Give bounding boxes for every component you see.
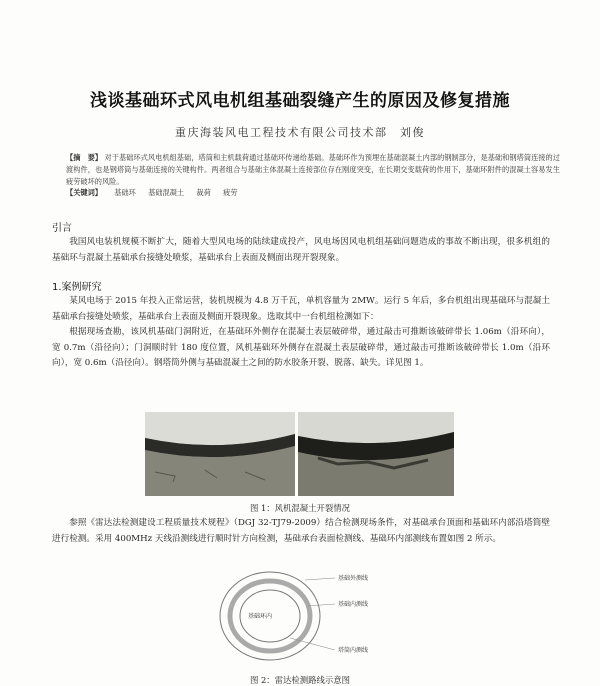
author-line: 重庆海装风电工程技术有限公司技术部 刘俊 [175, 126, 425, 139]
keywords [66, 188, 237, 198]
keyword: 基础环 [114, 188, 136, 197]
keywords-label: 【关键词】 [66, 188, 102, 197]
label-tower-inner: 塔筒内测线 [338, 647, 369, 654]
crack-photo-left [145, 412, 295, 496]
keyword: 裁荷 [196, 188, 211, 197]
case-paragraph-1: 某风电场于 2015 年投入正常运营，装机规模为 4.8 万千瓦，单机容量为 2MW。运行 5 年后，多台机组出现基础环与混凝土基础承台接缝处喷浆，基础承台上表面及侧面开裂现象。选取其中一台机组检测如下： [52, 296, 550, 322]
label-inner-line: 基础内测线 [338, 601, 369, 608]
figure-1-caption: 图 1：风机混凝土开裂情况 [249, 503, 351, 513]
paper-title: 浅谈基础环式风电机组基础裂缝产生的原因及修复措施 [90, 91, 510, 111]
keyword: 基础混凝土 [148, 188, 185, 197]
keyword: 疲劳 [223, 188, 238, 197]
case-heading: 1.案例研究 [52, 282, 102, 293]
label-outer-line: 基础外测线 [338, 575, 369, 582]
radar-survey-diagram [210, 566, 470, 676]
case-paragraph-3: 参照《雷达法检测建设工程质量技术规程》（DGJ 32-TJ79-2009）结合检测现场条件，对基础承台顶面和基础环内部沿塔筒壁进行检测。采用 400MHz 天线沿测线进行顺时针方向检测，基础承台表面检测线、基础环内部测线布置如图 2 所示。 [52, 518, 550, 544]
abstract [66, 152, 560, 188]
intro-paragraph: 我国风电装机规模不断扩大，随着大型风电场的陆续建成投产，风电场因风电机组基础问题造成的事故不断出现，很多机组的基础环与混凝土基础承台接缝处喷浆，基础承台上表面及侧面出现开裂现象。 [52, 237, 550, 263]
intro-heading: 引言 [52, 223, 72, 234]
label-ring-inner: 基础环内 [248, 613, 273, 620]
case-paragraph-2: 根据现场查勘，该风机基础门洞附近，在基础环外侧存在混凝土表层破碎带，通过敲击可推断该破碎带长 1.06m（沿环向），宽 0.7m（沿径向）；门洞顺时针 180 度位置，风机基础环外侧存在混凝土表层破碎带，通过敲击可推断该破碎带长 1.0m（沿环向），宽 0.6m（沿径向）。钢塔筒外侧与基础混凝土之间的防水胶条开裂、脱落、缺失。详见图 1。 [52, 327, 550, 368]
figure-2-caption: 图 2：雷达检测路线示意图 [249, 675, 351, 685]
abstract-label: 【摘 要】 [66, 153, 103, 162]
crack-photo-right [298, 412, 454, 496]
abstract-text: 对于基础环式风电机组基础，塔筒和主机载荷通过基础环传递给基础。基础环作为预埋在基础混凝土内部的钢制部分，是基础和钢塔筒连接的过渡构件，也是钢塔筒与基础连接的关键构件。两者组合与基础主体混凝土连接部位存在刚度突变，在长期交变载荷的作用下，基础环附件的混凝土容易发生疲劳破坏的风险。 [66, 153, 560, 186]
